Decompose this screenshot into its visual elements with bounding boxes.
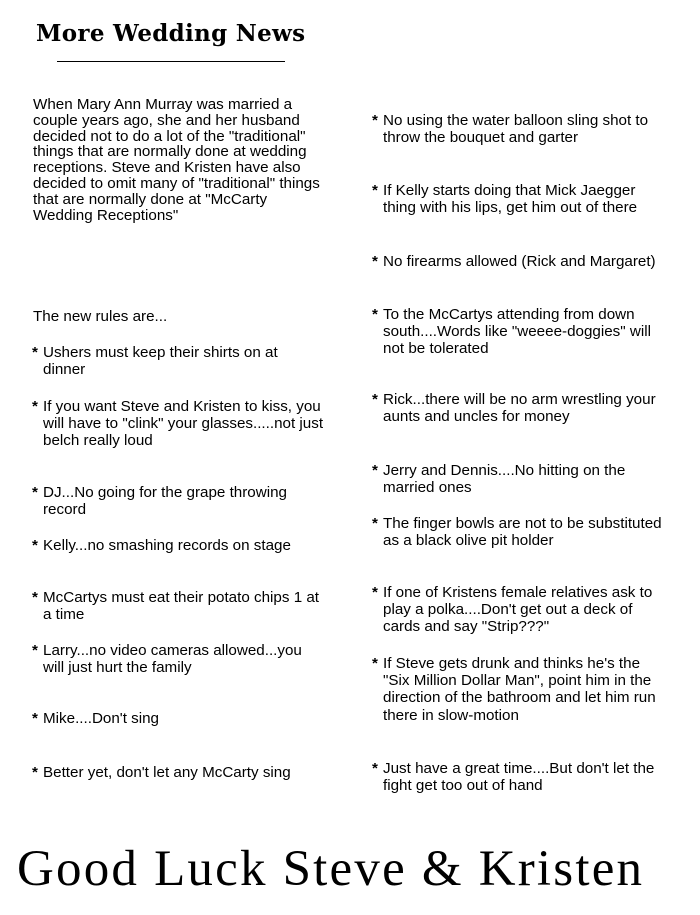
list-item [32, 484, 324, 518]
rules-heading: The new rules are... [33, 308, 168, 325]
list-item [372, 760, 670, 794]
bullet-icon: * [32, 589, 38, 606]
closing-message: Good Luck Steve & Kristen [17, 841, 645, 897]
bullet-icon: * [372, 515, 378, 532]
list-item-text: If Steve gets drunk and thinks he's the "Six Million Dollar Man", point him in the direction of the bathroom and let him run there in slow-motion [383, 655, 656, 724]
list-item [372, 655, 670, 724]
list-item-text: Just have a great time....But don't let the fight get too out of hand [383, 760, 655, 795]
list-item [372, 515, 670, 549]
list-item [372, 306, 670, 358]
list-item-text: Mike....Don't sing [43, 710, 160, 727]
list-item [32, 398, 324, 450]
page-title: More Wedding News [36, 20, 306, 47]
list-item-text: DJ...No going for the grape throwing record [43, 484, 287, 519]
list-item [32, 642, 324, 676]
list-item [32, 710, 159, 727]
bullet-icon: * [372, 584, 378, 601]
bullet-icon: * [32, 642, 38, 659]
bullet-icon: * [372, 655, 378, 672]
list-item-text: Better yet, don't let any McCarty sing [43, 764, 291, 781]
bullet-icon: * [32, 764, 38, 781]
title-underline [57, 61, 285, 62]
bullet-icon: * [32, 710, 38, 727]
bullet-icon: * [372, 253, 378, 270]
list-item [372, 253, 656, 270]
intro-paragraph: When Mary Ann Murray was married a couple years ago, she and her husband decided not to do a lot of the "traditional" things that are normally done at wedding receptions. Steve and Kristen have also decided to omit many of "traditional" things that are normally done at "McCarty Wedding Receptions" [33, 96, 320, 224]
list-item [372, 584, 670, 636]
bullet-icon: * [32, 398, 38, 415]
list-item-text: No using the water balloon sling shot to throw the bouquet and garter [383, 112, 649, 147]
list-item-text: To the McCartys attending from down south....Words like "weeee-doggies" will not be tolerated [383, 306, 651, 358]
list-item [372, 462, 670, 496]
list-item-text: The finger bowls are not to be substituted as a black olive pit holder [383, 515, 662, 550]
bullet-icon: * [372, 391, 378, 408]
list-item-text: Jerry and Dennis....No hitting on the married ones [383, 462, 626, 497]
list-item-text: If Kelly starts doing that Mick Jaegger thing with his lips, get him out of there [383, 182, 638, 217]
bullet-icon: * [32, 537, 38, 554]
list-item-text: Kelly...no smashing records on stage [43, 537, 291, 554]
list-item [32, 344, 324, 378]
list-item-text: If you want Steve and Kristen to kiss, you will have to "clink" your glasses.....not just belch really loud [43, 398, 324, 450]
list-item-text: No firearms allowed (Rick and Margaret) [383, 253, 656, 270]
bullet-icon: * [372, 462, 378, 479]
bullet-icon: * [372, 182, 378, 199]
list-item [32, 589, 324, 623]
list-item [372, 391, 670, 425]
list-item [32, 764, 291, 781]
list-item [32, 537, 291, 554]
list-item [372, 182, 670, 216]
list-item-text: McCartys must eat their potato chips 1 at a time [43, 589, 320, 624]
list-item [372, 112, 670, 146]
list-item-text: Larry...no video cameras allowed...you will just hurt the family [43, 642, 302, 677]
list-item-text: If one of Kristens female relatives ask to play a polka....Don't get out a deck of cards and say "Strip???" [383, 584, 653, 636]
list-item-text: Ushers must keep their shirts on at dinner [43, 344, 278, 379]
bullet-icon: * [32, 484, 38, 501]
bullet-icon: * [372, 112, 378, 129]
bullet-icon: * [372, 306, 378, 323]
list-item-text: Rick...there will be no arm wrestling your aunts and uncles for money [383, 391, 656, 426]
bullet-icon: * [372, 760, 378, 777]
bullet-icon: * [32, 344, 38, 361]
